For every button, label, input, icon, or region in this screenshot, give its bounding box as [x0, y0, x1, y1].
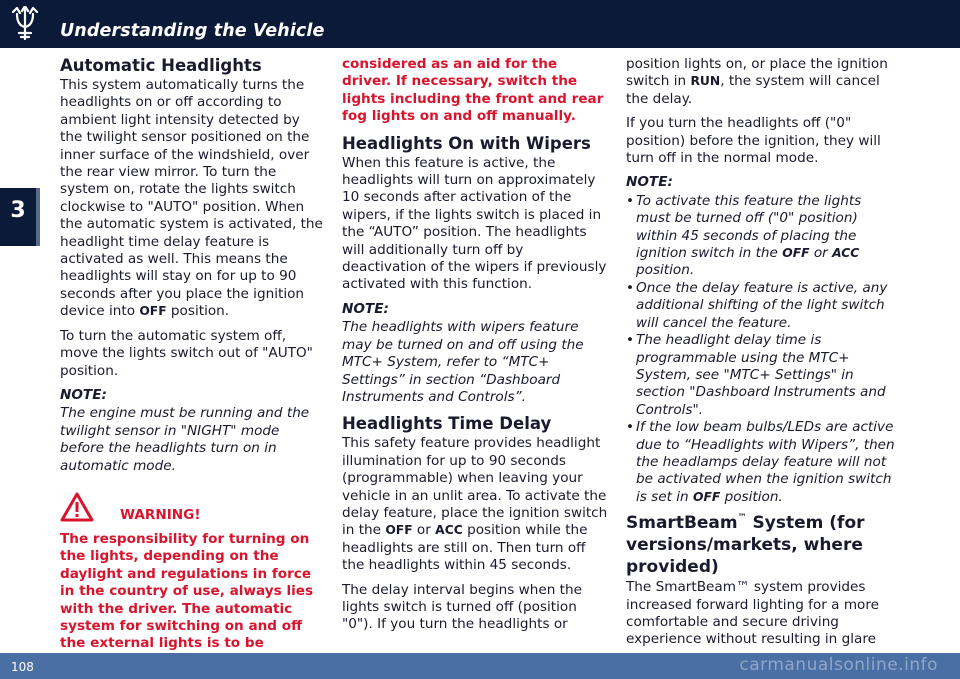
paragraph: When this feature is active, the headlights will turn on approximately 10 seconds after activation of the wipers, if the lights switch is placed in the “AUTO” position. The headlights will additionally turn off by deactivation of the wipers if previously activated with this function. — [342, 154, 607, 293]
key-acc: ACC — [435, 523, 463, 538]
paragraph: position lights on, or place the ignition switch in RUN, the system will cancel the delay. — [626, 56, 888, 107]
list-item: • If the low beam bulbs/LEDs are active due to “Headlights with Wipers”, then the headlamps delay feature will not be activated when the ignition switch is set in OFF position. — [626, 419, 895, 505]
heading-headlights-on-with-wipers: Headlights On with Wipers — [342, 133, 591, 153]
note-label: NOTE: — [60, 386, 107, 403]
paragraph: This system automatically turns the headlights on or off according to ambient light intensity detected by the twilight sensor positioned on the inner surface of the windshield, over the rear view mirror. To turn the system on, rotate the lights switch clockwise to "AUTO" position. When the automatic system is activated, the headlight time delay feature is activated as well. This means the headlights will stay on for up to 90 seconds after you place the ignition device into OFF position. — [60, 77, 323, 320]
warning-label: WARNING! — [120, 506, 201, 523]
column-3 — [626, 56, 896, 656]
bullet: • — [626, 279, 635, 296]
page-footer — [0, 653, 960, 679]
heading-automatic-headlights: Automatic Headlights — [60, 56, 262, 75]
chapter-tab-edge — [36, 188, 40, 246]
key-off: OFF — [139, 304, 167, 319]
page-header — [0, 0, 960, 48]
note-label: NOTE: — [626, 174, 673, 191]
warning-text-continued: considered as an aid for the driver. If necessary, switch the lights including the front and rear fog lights on and off manually. — [342, 56, 604, 125]
list-item: • To activate this feature the lights must be turned off ("0" position) within 45 seconds of placing the ignition switch in the OFF or ACC position. — [626, 192, 862, 279]
list-item: • The headlight delay time is programmable using the MTC+ System, see "MTC+ Settings" in section "Dashboard Instruments and Controls". — [626, 332, 886, 418]
list-item: • Once the delay feature is active, any additional shifting of the light switch will cancel the feature. — [626, 279, 888, 331]
key-run: RUN — [690, 74, 721, 89]
paragraph: To turn the automatic system off, move the lights switch out of "AUTO" position. — [60, 327, 313, 379]
key-acc: ACC — [832, 246, 860, 261]
warning-text: The responsibility for turning on the lights, depending on the daylight and regulations in force in the country of use, always lies with the driver. The automatic system for switching on and off the external lights is to be — [60, 530, 314, 652]
bullet: • — [626, 332, 635, 349]
heading-smartbeam-system: SmartBeam™ System (for versions/markets, where provided) — [626, 513, 865, 578]
warning-header — [60, 491, 325, 529]
warning-triangle-icon — [60, 491, 94, 523]
note-text: The headlights with wipers feature may be turned on and off using the MTC+ System, refer to “MTC+ Settings” in section “Dashboard Instruments and Controls”. — [342, 319, 584, 405]
bullet: • — [626, 419, 635, 436]
note-text: The engine must be running and the twilight sensor in "NIGHT" mode before the headlights turn on in automatic mode. — [60, 405, 310, 474]
paragraph: This safety feature provides headlight illumination for up to 90 seconds (programmable) when leaving your vehicle in an unlit area. To activate the delay feature, place the ignition switch in the OFF or ACC position while the headlights are still on. Then turn off the headlights within 45 seconds. — [342, 435, 608, 574]
key-off: OFF — [782, 246, 810, 261]
page-number: 108 — [11, 660, 34, 674]
paragraph: The delay interval begins when the lights switch is turned off (position "0"). If you turn the headlights or — [342, 581, 582, 633]
section-title: Understanding the Vehicle — [60, 21, 325, 41]
note-label: NOTE: — [342, 300, 389, 317]
paragraph: If you turn the headlights off ("0" position) before the ignition, they will turn off in the normal mode. — [626, 115, 881, 167]
bullet: • — [626, 192, 635, 209]
chapter-tab — [0, 188, 40, 246]
watermark: carmanualsonline.info — [739, 655, 938, 675]
trident-logo-icon — [8, 6, 42, 42]
paragraph: The SmartBeam™ system provides increased forward lighting for a more comfortable and secure driving experience without resulting in glare — [626, 579, 880, 648]
chapter-number: 3 — [10, 198, 26, 223]
key-off: OFF — [385, 523, 413, 538]
column-1 — [60, 56, 325, 660]
column-2 — [342, 56, 610, 641]
heading-headlights-time-delay: Headlights Time Delay — [342, 414, 552, 434]
key-off: OFF — [693, 489, 721, 504]
note-list — [626, 193, 896, 506]
